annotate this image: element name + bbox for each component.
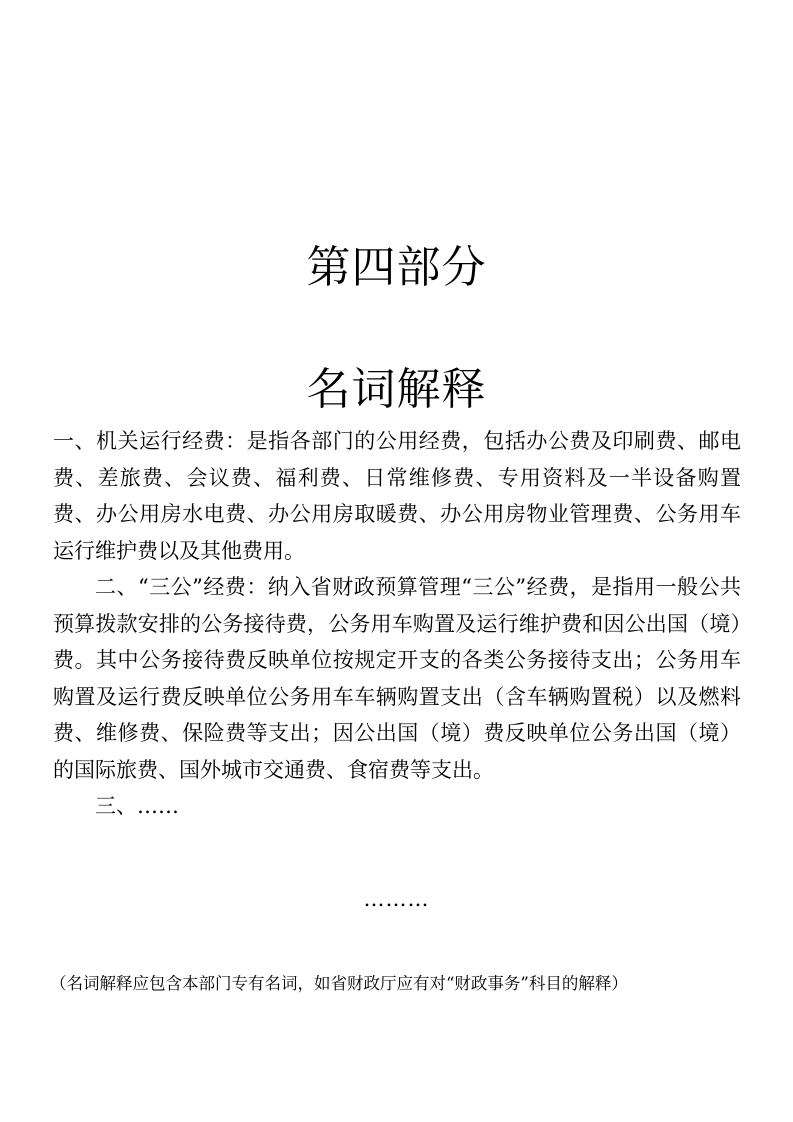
continuation-ellipsis: ……… — [363, 887, 430, 911]
paragraph-three-public-expenses: 二、“三公”经费：纳入省财政预算管理“三公”经费，是指用一般公共预算拨款安排的公务接待费，公务用车购置及运行维护费和因公出国（境）费。其中公务接待费反映单位按规定开支的各类公务接待支出；公务用车购置及运行费反映单位公务用车车辆购置支出（含车辆购置税）以及燃料费、维修费、保险费等支出；因公出国（境）费反映单位公务出国（境）的国际旅费、国外城市交通费、食宿费等支出。 — [53, 575, 741, 782]
section-title: 名词解释 — [306, 364, 487, 415]
paragraph-third-item: 三、…… — [95, 794, 179, 818]
part-heading: 第四部分 — [306, 242, 487, 293]
footnote: （名词解释应包含本部门专有名词，如省财政厅应有对“财政事务”科目的解释） — [50, 974, 628, 993]
body-text — [53, 423, 741, 825]
paragraph-operating-expenses: 一、机关运行经费：是指各部门的公用经费，包括办公费及印刷费、邮电费、差旅费、会议费、福利费、日常维修费、专用资料及一半设备购置费、办公用房水电费、办公用房取暖费、办公用房物业管理费、公务用车运行维护费以及其他费用。 — [53, 429, 741, 563]
